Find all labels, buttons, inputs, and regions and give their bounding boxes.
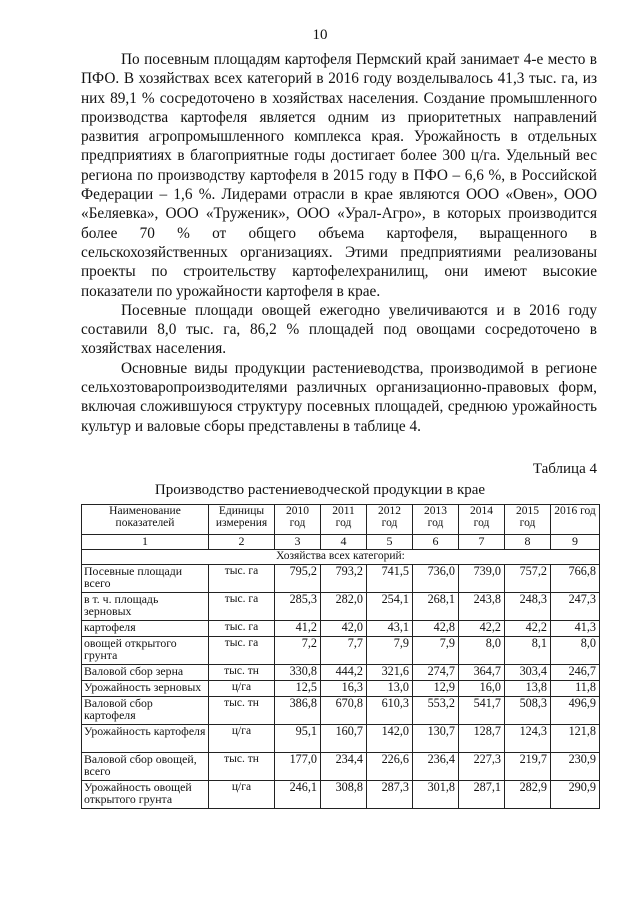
column-number: 4 [321, 535, 367, 550]
row-unit: ц/га [209, 725, 275, 753]
row-value: 670,8 [321, 697, 367, 725]
row-unit: тыс. тн [209, 665, 275, 681]
row-value: 124,3 [505, 725, 551, 753]
header-year: 2016 год [551, 505, 600, 535]
table-row [82, 681, 600, 697]
column-number: 6 [413, 535, 459, 550]
paragraph-vegetables: Посевные площади овощей ежегодно увеличиваются и в 2016 году составили 8,0 тыс. га, 86,2 % площадей под овощами сосредоточено в хозяйствах населения. [81, 301, 597, 358]
row-value: 130,7 [413, 725, 459, 753]
row-value: 739,0 [459, 565, 505, 593]
table-row [82, 565, 600, 593]
row-value: 248,3 [505, 593, 551, 621]
table-row [82, 621, 600, 637]
header-year: 2013 год [413, 505, 459, 535]
table-row [82, 593, 600, 621]
body-text [81, 50, 597, 436]
row-value: 13,8 [505, 681, 551, 697]
row-value: 226,6 [367, 753, 413, 781]
row-unit: тыс. га [209, 593, 275, 621]
row-unit: ц/га [209, 681, 275, 697]
row-value: 42,8 [413, 621, 459, 637]
row-value: 308,8 [321, 781, 367, 809]
row-value: 301,8 [413, 781, 459, 809]
header-year: 2010 год [275, 505, 321, 535]
row-value: 177,0 [275, 753, 321, 781]
row-name: Урожайность зерновых [82, 681, 209, 697]
row-value: 766,8 [551, 565, 600, 593]
row-value: 41,3 [551, 621, 600, 637]
row-unit: тыс. тн [209, 697, 275, 725]
header-year: 2012 год [367, 505, 413, 535]
row-name: Посевные площади всего [82, 565, 209, 593]
column-number-row [82, 535, 600, 550]
row-unit: тыс. тн [209, 753, 275, 781]
row-value: 282,9 [505, 781, 551, 809]
header-year: 2014 год [459, 505, 505, 535]
row-value: 736,0 [413, 565, 459, 593]
header-unit: Единицы измерения [209, 505, 275, 535]
row-value: 444,2 [321, 665, 367, 681]
row-unit: ц/га [209, 781, 275, 809]
row-value: 13,0 [367, 681, 413, 697]
row-value: 287,1 [459, 781, 505, 809]
row-value: 128,7 [459, 725, 505, 753]
row-value: 42,2 [459, 621, 505, 637]
row-name: овощей открытого грунта [82, 637, 209, 665]
row-value: 95,1 [275, 725, 321, 753]
row-value: 121,8 [551, 725, 600, 753]
row-name: Валовой сбор картофеля [82, 697, 209, 725]
row-value: 227,3 [459, 753, 505, 781]
row-value: 364,7 [459, 665, 505, 681]
row-value: 246,1 [275, 781, 321, 809]
table-header-row [82, 505, 600, 535]
column-number: 1 [82, 535, 209, 550]
table-title: Производство растениеводческой продукции в крае [154, 482, 486, 498]
row-value: 41,2 [275, 621, 321, 637]
row-value: 496,9 [551, 697, 600, 725]
row-value: 268,1 [413, 593, 459, 621]
row-value: 386,8 [275, 697, 321, 725]
row-value: 793,2 [321, 565, 367, 593]
row-name: в т. ч. площадь зерновых [82, 593, 209, 621]
row-unit: тыс. га [209, 565, 275, 593]
row-unit: тыс. га [209, 637, 275, 665]
header-year: 2015 год [505, 505, 551, 535]
row-value: 553,2 [413, 697, 459, 725]
row-value: 230,9 [551, 753, 600, 781]
row-value: 287,3 [367, 781, 413, 809]
row-value: 285,3 [275, 593, 321, 621]
row-value: 16,0 [459, 681, 505, 697]
row-value: 541,7 [459, 697, 505, 725]
paragraph-potato: По посевным площадям картофеля Пермский край занимает 4-е место в ПФО. В хозяйствах всех категорий в 2016 году возделывалось 41,3 тыс. га, из них 89,1 % сосредоточено в хозяйствах населения. Создание промышленного производства картофеля является одним из приоритетных направлений развития агропромышленного комплекса края. Урожайность в отдельных предприятиях в благоприятные годы достигает более 300 ц/га. Удельный вес региона по производству картофеля в 2015 году в ПФО – 6,6 %, в Российской Федерации – 1,6 %. Лидерами отрасли в крае являются ООО «Овен», ООО «Беляевка», ООО «Труженик», ООО «Урал-Агро», в которых производится более 70 % от общего объема картофеля, выращенного в сельскохозяйственных организациях. Этими предприятиями реализованы проекты по строительству картофелехранилищ, они имеют высокие показатели по урожайности картофеля в крае. [81, 51, 597, 300]
page-number: 10 [312, 27, 328, 43]
row-value: 236,4 [413, 753, 459, 781]
header-year: 2011 год [321, 505, 367, 535]
table-row [82, 725, 600, 753]
row-name: Валовой сбор зерна [82, 665, 209, 681]
row-value: 303,4 [505, 665, 551, 681]
section-row [82, 550, 600, 565]
table-row [82, 665, 600, 681]
row-value: 42,2 [505, 621, 551, 637]
row-value: 16,3 [321, 681, 367, 697]
column-number: 2 [209, 535, 275, 550]
column-number: 7 [459, 535, 505, 550]
row-value: 610,3 [367, 697, 413, 725]
row-value: 243,8 [459, 593, 505, 621]
row-name: картофеля [82, 621, 209, 637]
row-value: 7,7 [321, 637, 367, 665]
table-label: Таблица 4 [532, 461, 597, 477]
row-value: 290,9 [551, 781, 600, 809]
row-unit: тыс. га [209, 621, 275, 637]
row-value: 795,2 [275, 565, 321, 593]
row-value: 160,7 [321, 725, 367, 753]
row-value: 43,1 [367, 621, 413, 637]
row-value: 12,5 [275, 681, 321, 697]
table-row [82, 781, 600, 809]
row-value: 142,0 [367, 725, 413, 753]
table-row [82, 697, 600, 725]
row-value: 8,0 [551, 637, 600, 665]
row-value: 741,5 [367, 565, 413, 593]
paragraph-production: Основные виды продукции растениеводства, производимой в регионе сельхозтоваропроизводителями различных организационно-правовых форм, включая сложившуюся структуру посевных площадей, среднюю урожайность культур и валовые сборы представлены в таблице 4. [81, 359, 597, 435]
row-value: 757,2 [505, 565, 551, 593]
row-name: Урожайность картофеля [82, 725, 209, 753]
row-value: 234,4 [321, 753, 367, 781]
row-value: 7,9 [413, 637, 459, 665]
column-number: 9 [551, 535, 600, 550]
row-name: Урожайность овощей открытого грунта [82, 781, 209, 809]
header-name: Наименование показателей [82, 505, 209, 535]
row-value: 7,2 [275, 637, 321, 665]
column-number: 5 [367, 535, 413, 550]
row-value: 254,1 [367, 593, 413, 621]
row-value: 42,0 [321, 621, 367, 637]
table-row [82, 753, 600, 781]
row-value: 7,9 [367, 637, 413, 665]
row-value: 247,3 [551, 593, 600, 621]
row-value: 8,1 [505, 637, 551, 665]
row-name: Валовой сбор овощей, всего [82, 753, 209, 781]
row-value: 11,8 [551, 681, 600, 697]
row-value: 508,3 [505, 697, 551, 725]
row-value: 246,7 [551, 665, 600, 681]
section-label: Хозяйства всех категорий: [82, 550, 600, 565]
row-value: 219,7 [505, 753, 551, 781]
column-number: 8 [505, 535, 551, 550]
production-table [81, 504, 600, 809]
row-value: 321,6 [367, 665, 413, 681]
row-value: 330,8 [275, 665, 321, 681]
row-value: 8,0 [459, 637, 505, 665]
row-value: 12,9 [413, 681, 459, 697]
row-value: 282,0 [321, 593, 367, 621]
row-value: 274,7 [413, 665, 459, 681]
table-row [82, 637, 600, 665]
column-number: 3 [275, 535, 321, 550]
